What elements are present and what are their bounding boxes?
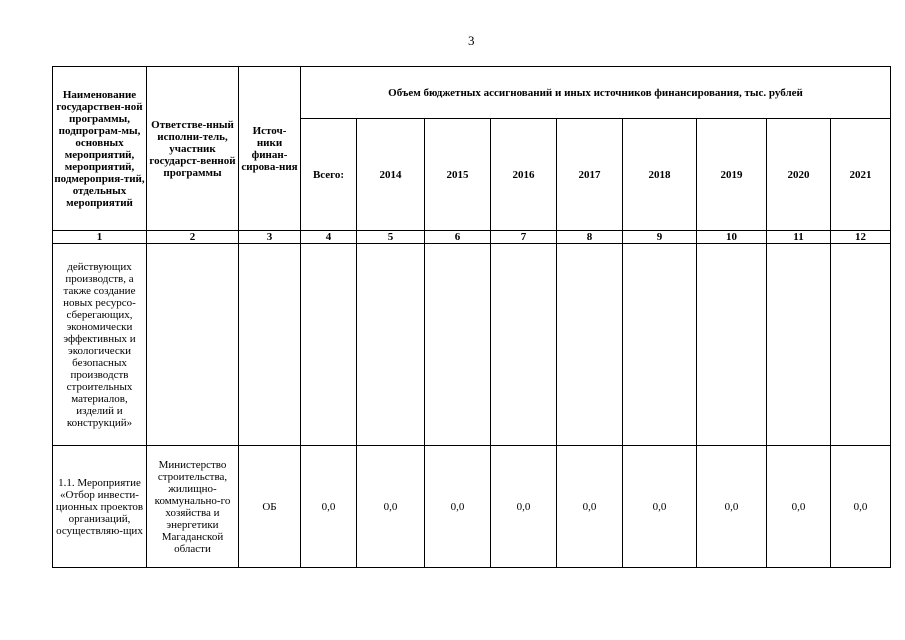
row-value: 0,0	[697, 446, 767, 568]
row-value: 0,0	[491, 446, 557, 568]
header-year: 2017	[557, 119, 623, 231]
row-value: 0,0	[557, 446, 623, 568]
column-number: 1	[53, 231, 147, 244]
table-row	[53, 244, 891, 446]
row-value: 0,0	[767, 446, 831, 568]
row-value: 0,0	[357, 446, 425, 568]
column-number: 12	[831, 231, 891, 244]
row-name: 1.1. Мероприятие «Отбор инвести-ционных проектов организаций, осуществляю-щих	[53, 446, 147, 568]
header-executor: Ответстве-нный исполни-тель, участник государст-венной программы	[147, 67, 239, 231]
row-value	[767, 244, 831, 446]
row-value	[557, 244, 623, 446]
header-year: 2021	[831, 119, 891, 231]
row-executor	[147, 244, 239, 446]
row-executor: Министерство строительства, жилищно-коммунально-го хозяйства и энергетики Магаданской области	[147, 446, 239, 568]
page-number: 3	[468, 33, 475, 48]
row-value: 0,0	[623, 446, 697, 568]
column-number-row	[53, 231, 891, 244]
column-number: 11	[767, 231, 831, 244]
row-name: действующих производств, а также создание новых ресурсо-сберегающих, экономически эффективных и экологически безопасных производств строительных материалов, изделий и конструкций»	[53, 244, 147, 446]
table-row	[53, 446, 891, 568]
column-number: 9	[623, 231, 697, 244]
column-number: 4	[301, 231, 357, 244]
column-number: 5	[357, 231, 425, 244]
header-year: 2019	[697, 119, 767, 231]
row-value	[425, 244, 491, 446]
budget-table	[52, 66, 891, 568]
header-total: Всего:	[301, 119, 357, 231]
header-budget-title: Объем бюджетных ассигнований и иных источников финансирования, тыс. рублей	[301, 67, 891, 119]
header-year: 2014	[357, 119, 425, 231]
header-year: 2020	[767, 119, 831, 231]
row-value: 0,0	[301, 446, 357, 568]
row-value	[491, 244, 557, 446]
header-year: 2018	[623, 119, 697, 231]
column-number: 3	[239, 231, 301, 244]
row-value	[357, 244, 425, 446]
row-source: ОБ	[239, 446, 301, 568]
column-number: 10	[697, 231, 767, 244]
row-value	[623, 244, 697, 446]
row-value: 0,0	[425, 446, 491, 568]
row-value: 0,0	[831, 446, 891, 568]
column-number: 2	[147, 231, 239, 244]
header-year: 2015	[425, 119, 491, 231]
column-number: 6	[425, 231, 491, 244]
row-source	[239, 244, 301, 446]
column-number: 7	[491, 231, 557, 244]
row-value	[831, 244, 891, 446]
row-value	[301, 244, 357, 446]
header-year: 2016	[491, 119, 557, 231]
column-number: 8	[557, 231, 623, 244]
header-funding-source: Источ-ники финан-сирова-ния	[239, 67, 301, 231]
header-program-name: Наименование государствен-ной программы, подпрограм-мы, основных мероприятий, мероприятий, подмероприя-тий, отдельных мероприятий	[53, 67, 147, 231]
row-value	[697, 244, 767, 446]
